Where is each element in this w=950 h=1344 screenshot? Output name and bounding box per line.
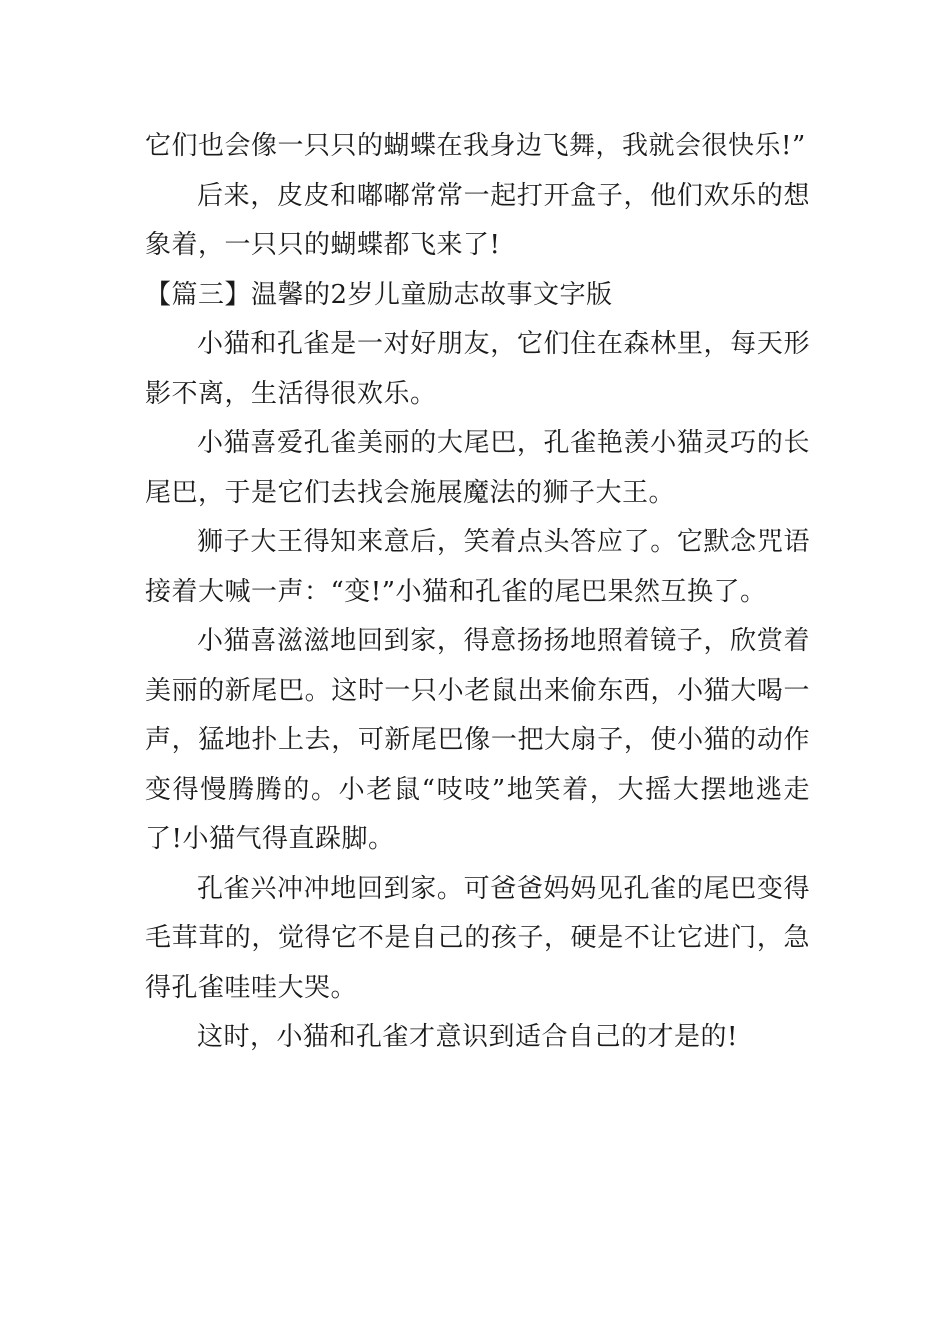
paragraph: 这时，小猫和孔雀才意识到适合自己的才是的! [197,1022,738,1052]
paragraph: 小猫喜爱孔雀美丽的大尾巴，孔雀艳羡小猫灵巧的长尾巴，于是它们去找会施展魔法的狮子大王。 [145,428,810,508]
paragraph-continuation: 它们也会像一只只的蝴蝶在我身边飞舞，我就会很快乐!” [145,131,806,161]
paragraph: 后来，皮皮和嘟嘟常常一起打开盒子，他们欢乐的想象着，一只只的蝴蝶都飞来了! [145,180,810,260]
paragraph: 小猫喜滋滋地回到家，得意扬扬地照着镜子，欣赏着美丽的新尾巴。这时一只小老鼠出来偷东西，小猫大喝一声，猛地扑上去，可新尾巴像一把大扇子，使小猫的动作变得慢腾腾的。小老鼠“吱吱”地笑着，大摇大摆地逃走了!小猫气得直跺脚。 [145,626,810,854]
story-text [145,122,810,1063]
section-heading: 【篇三】温馨的2岁儿童励志故事文字版 [145,279,613,310]
paragraph: 狮子大王得知来意后，笑着点头答应了。它默念咒语接着大喊一声：“变!”小猫和孔雀的尾巴果然互换了。 [145,527,810,607]
paragraph: 小猫和孔雀是一对好朋友，它们住在森林里，每天形影不离，生活得很欢乐。 [145,329,810,409]
paragraph: 孔雀兴冲冲地回到家。可爸爸妈妈见孔雀的尾巴变得毛茸茸的，觉得它不是自己的孩子，硬是不让它进门，急得孔雀哇哇大哭。 [145,873,810,1003]
